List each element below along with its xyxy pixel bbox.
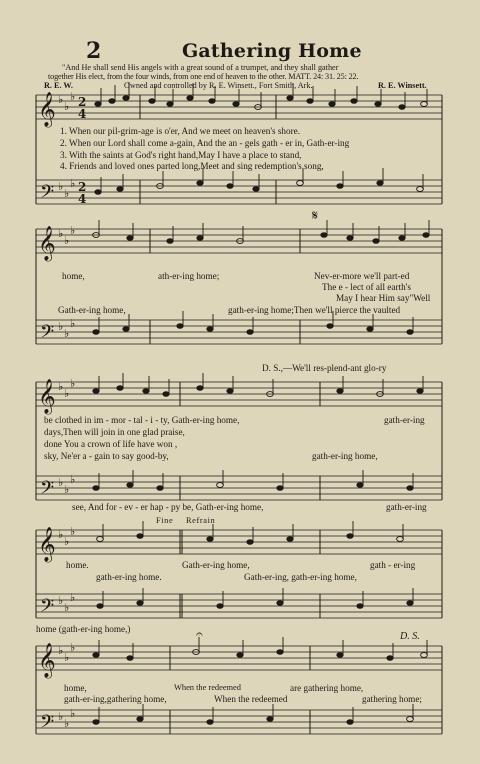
system-4-notes (97, 521, 414, 608)
system-5-lyric: When the redeemed (214, 694, 288, 704)
system-5-lyric: gathering home; (362, 694, 422, 704)
svg-text:♭: ♭ (64, 387, 70, 400)
bass-clef-4: 𝄢 (40, 596, 55, 621)
svg-text:♭: ♭ (70, 317, 76, 330)
system-2-lyric: May I hear Him say"Well (336, 293, 431, 303)
svg-text:♭: ♭ (64, 717, 70, 730)
svg-text:♭: ♭ (58, 180, 64, 193)
svg-text:♭: ♭ (70, 377, 76, 390)
system-3-lyric: days,Then will join in one glad praise, (44, 427, 185, 437)
svg-text:2: 2 (78, 180, 87, 194)
svg-text:♭: ♭ (58, 710, 64, 723)
svg-text:♭: ♭ (64, 483, 70, 496)
segno-sign: 𝄋 (312, 208, 319, 224)
system-5-treble-staff (36, 646, 442, 670)
system-3-treble-staff (36, 382, 442, 406)
system-3-lyric: gath-er-ing home, (312, 451, 378, 461)
system-3-lyric: done You a crown of life have won , (44, 439, 178, 449)
treble-clef-4: 𝄞 (38, 527, 56, 562)
system-5-lyric: home, (64, 683, 87, 693)
fermata-sign: 𝄐 (196, 627, 203, 641)
verse-2-line: 2. When our Lord shall come a-gain, And the an - gels gath - er in, Gath-er-ing (60, 138, 350, 148)
svg-text:♭: ♭ (58, 93, 64, 106)
system-3-lyric: sky, Ne'er a - gain to say good-by, (44, 451, 169, 461)
system-2-lyric: Nev-er-more we'll part-ed (314, 271, 410, 281)
system-5-notes (93, 637, 428, 724)
svg-text:♭: ♭ (64, 187, 70, 200)
composer-credit: R. E. Winsett. (378, 81, 427, 90)
svg-text:♭: ♭ (70, 473, 76, 486)
copyright-credit: Owned and controlled by R. E. Winsett., Fort Smith, Ark. (124, 81, 313, 90)
scripture-epigraph-line-1: "And He shall send His angels with a great sound of a trumpet, and they shall gather (62, 63, 339, 72)
svg-text:4: 4 (78, 107, 87, 121)
hymn-title: Gathering Home (182, 40, 362, 62)
hymn-number: 2 (86, 38, 102, 64)
svg-text:♭: ♭ (64, 651, 70, 664)
svg-text:♭: ♭ (58, 644, 64, 657)
svg-text:♭: ♭ (70, 525, 76, 538)
svg-text:♭: ♭ (70, 177, 76, 190)
verse-1-line: 1. When our pil-grim-age is o'er, And we meet on heaven's shore. (60, 126, 301, 136)
dal-segno-lyric: D. S.,—We'll res-plend-ant glo-ry (262, 363, 387, 373)
svg-text:♭: ♭ (70, 90, 76, 103)
system-4-lyric: gath-er-ing home. (96, 572, 162, 582)
system-4-lyric: home. (66, 560, 89, 570)
svg-text:♭: ♭ (58, 528, 64, 541)
system-4-treble-staff (36, 530, 442, 554)
svg-text:♭: ♭ (58, 320, 64, 333)
treble-clef-3: 𝄞 (38, 379, 56, 414)
system-3-lyric: gath-er-ing (384, 415, 425, 425)
system-4-lyric: gath - er-ing (370, 560, 416, 570)
svg-text:♭: ♭ (70, 591, 76, 604)
system-5-lyric: are gathering home, (290, 683, 364, 693)
system-4-bass-lyric: home (gath-er-ing home,) (36, 624, 131, 634)
bass-clef-3: 𝄢 (40, 478, 55, 503)
svg-text:♭: ♭ (64, 535, 70, 548)
svg-text:♭: ♭ (70, 707, 76, 720)
fine-marking: Fine (156, 516, 174, 525)
svg-text:♭: ♭ (64, 234, 70, 247)
bass-clef-5: 𝄢 (40, 712, 55, 737)
treble-clef-2: 𝄞 (38, 226, 56, 261)
notes (93, 82, 430, 724)
system-1-treble-notes (95, 82, 428, 109)
svg-text:♭: ♭ (58, 476, 64, 489)
verse-4-line: 4. Friends and loved ones parted long,Meet and sing redemption's song, (60, 161, 324, 171)
treble-clef-5: 𝄞 (38, 643, 56, 678)
system-2-bass-lyric: gath-er-ing home;Then we'll pierce the vaulted (228, 305, 401, 315)
system-3-bass-lyric: gath-er-ing (386, 502, 427, 512)
system-2-lyric: ath-er-ing home; (158, 271, 220, 281)
svg-text:♭: ♭ (58, 380, 64, 393)
system-1-bass-notes (95, 168, 424, 194)
verse-3-line: 3. With the saints at God's right hand,May I have a place to stand, (60, 150, 302, 160)
scripture-epigraph-line-2: together His elect, from the four winds, from one end of heaven to the other. MATT. 24: 31. 25: 22. (48, 72, 359, 81)
bass-clef-1: 𝄢 (40, 182, 55, 207)
system-5-lyric: When the redeemed (174, 683, 241, 692)
svg-text:♭: ♭ (64, 327, 70, 340)
svg-text:♭: ♭ (58, 227, 64, 240)
system-4-lyric: Gath-er-ing home, (182, 560, 250, 570)
refrain-marking: Refrain (186, 516, 216, 525)
system-2-lyric: The e - lect of all earth's (322, 282, 411, 292)
system-2-lyric: home, (62, 271, 85, 281)
svg-text:♭: ♭ (70, 224, 76, 237)
lyricist-credit: R. E. W. (44, 81, 73, 90)
svg-text:2: 2 (78, 95, 87, 109)
svg-text:4: 4 (78, 192, 87, 206)
svg-text:♭: ♭ (64, 601, 70, 614)
system-5-lyric: gath-er-ing,gathering home, (64, 694, 167, 704)
dal-segno-mark: D. S. (400, 631, 420, 642)
bass-clef-2: 𝄢 (40, 322, 55, 347)
system-3-lyric: be clothed in im - mor - tal - i - ty, Gath-er-ing home, (44, 415, 240, 425)
treble-clef-1: 𝄞 (38, 92, 56, 127)
svg-text:♭: ♭ (70, 641, 76, 654)
system-2-bass-lyric: Gath-er-ing home, (58, 305, 126, 315)
svg-text:♭: ♭ (58, 594, 64, 607)
system-3-bass-lyric: see, And for - ev - er hap - py be, Gath-er-ing home, (72, 502, 264, 512)
system-4-lyric: Gath-er-ing, gath-er-ing home, (244, 572, 357, 582)
svg-text:♭: ♭ (64, 100, 70, 113)
